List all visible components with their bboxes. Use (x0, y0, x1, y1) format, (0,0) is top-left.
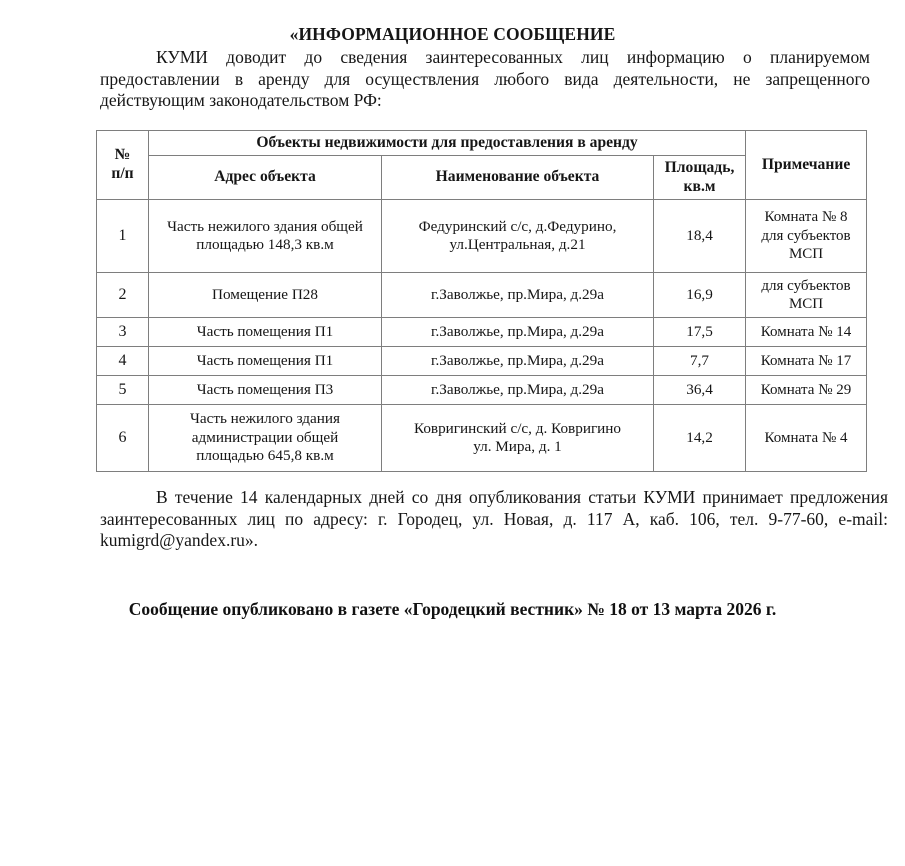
column-header-address: Адрес объекта (149, 156, 382, 200)
cell-name: г.Заволжье, пр.Мира, д.29а (382, 273, 654, 318)
cell-name: г.Заволжье, пр.Мира, д.29а (382, 347, 654, 376)
cell-name-line2: ул.Центральная, д.21 (449, 236, 586, 253)
cell-address: Часть помещения П3 (149, 376, 382, 405)
cell-area: 17,5 (654, 318, 746, 347)
cell-number: 2 (97, 273, 149, 318)
cell-number: 1 (97, 200, 149, 273)
footer-paragraph: В течение 14 календарных дней со дня опубликования статьи КУМИ принимает предложения заинтересованных лиц по адресу: г. Городец, ул. Новая, д. 117 А, каб. 106, тел. 9-77-60, e-mail: kumigrd@yandex.ru». (100, 487, 888, 550)
cell-number: 3 (97, 318, 149, 347)
intro-paragraph: КУМИ доводит до сведения заинтересованных лиц информацию о планируемом предоставлении в аренду для осуществления любого вида деятельности, не запрещенного действующим законодательством РФ: (100, 47, 870, 110)
table-header-row-1 (97, 130, 867, 156)
cell-note: Комната № 17 (746, 347, 867, 376)
table-header (97, 130, 867, 200)
cell-note: Комната № 14 (746, 318, 867, 347)
cell-area: 18,4 (654, 200, 746, 273)
cell-name-line1: Федуринский с/с, д.Федурино, (418, 217, 617, 235)
cell-name-line2: ул. Мира, д. 1 (473, 438, 562, 455)
cell-note-line2: МСП (788, 296, 824, 312)
cell-area: 16,9 (654, 273, 746, 318)
column-header-name: Наименование объекта (382, 156, 654, 200)
cell-name-line1: Ковригинский с/с, д. Ковригино (413, 419, 622, 437)
publication-notice: Сообщение опубликовано в газете «Городецкий вестник» № 18 от 13 марта 2026 г. (128, 598, 777, 619)
cell-address (149, 200, 382, 273)
table-row (97, 318, 867, 347)
column-header-number-line1: № (114, 146, 131, 164)
cell-name: г.Заволжье, пр.Мира, д.29а (382, 376, 654, 405)
cell-number: 5 (97, 376, 149, 405)
cell-area: 14,2 (654, 405, 746, 472)
cell-note-line1: Комната № 8 (764, 209, 848, 226)
column-header-area-line2: кв.м (683, 177, 716, 195)
table-row (97, 405, 867, 472)
table-body (97, 200, 867, 472)
cell-note-line2: для субъектов (761, 227, 851, 244)
column-header-group: Объекты недвижимости для предоставления в аренду (149, 130, 746, 156)
cell-note: Комната № 4 (746, 405, 867, 472)
cell-number: 4 (97, 347, 149, 376)
cell-note (746, 200, 867, 273)
column-header-area (654, 156, 746, 200)
cell-area: 7,7 (654, 347, 746, 376)
cell-address-line1: Часть нежилого здания (189, 410, 341, 428)
cell-address: Часть помещения П1 (149, 318, 382, 347)
column-header-area-line1: Площадь, (664, 159, 735, 176)
column-header-number-line2: п/п (111, 164, 134, 182)
cell-address-line2: площадью 148,3 кв.м (196, 236, 334, 253)
column-header-number (97, 130, 149, 200)
cell-note: Комната № 29 (746, 376, 867, 405)
table-row (97, 347, 867, 376)
cell-note-line1: для субъектов (761, 277, 851, 294)
cell-name (382, 405, 654, 472)
table-row (97, 273, 867, 318)
cell-number: 6 (97, 405, 149, 472)
table-row (97, 376, 867, 405)
cell-address: Помещение П28 (149, 273, 382, 318)
page-title: «ИНФОРМАЦИОННОЕ СООБЩЕНИЕ (289, 24, 616, 44)
cell-address (149, 405, 382, 472)
cell-note (746, 273, 867, 318)
cell-address-line1: Часть нежилого здания общей (167, 217, 363, 235)
cell-note-line3: МСП (788, 246, 824, 263)
cell-name (382, 200, 654, 273)
cell-name: г.Заволжье, пр.Мира, д.29а (382, 318, 654, 347)
cell-address: Часть помещения П1 (149, 347, 382, 376)
rental-objects-table (96, 130, 867, 473)
table-row (97, 200, 867, 273)
cell-address-line2: администрации общей (191, 428, 339, 446)
cell-area: 36,4 (654, 376, 746, 405)
column-header-note: Примечание (746, 130, 867, 200)
cell-address-line3: площадью 645,8 кв.м (196, 447, 334, 465)
